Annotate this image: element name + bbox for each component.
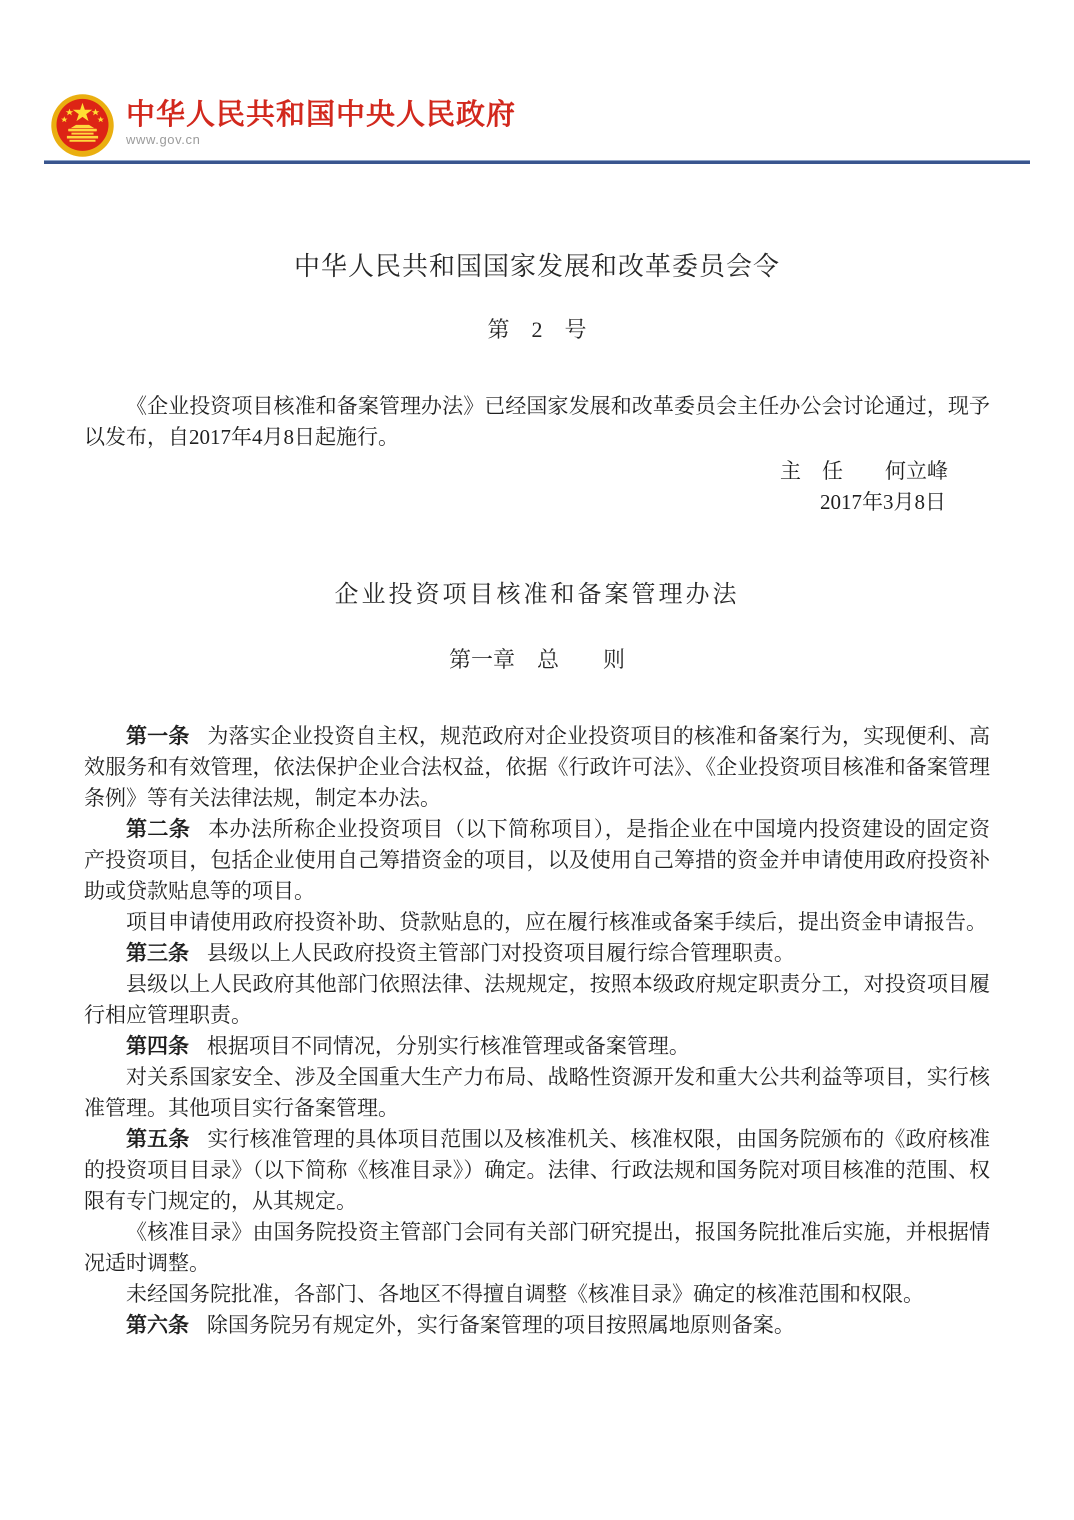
article-text: 县级以上人民政府投资主管部门对投资项目履行综合管理职责。 bbox=[206, 941, 795, 965]
article-text: 项目申请使用政府投资补助、贷款贴息的，应在履行核准或备案手续后，提出资金申请报告。 bbox=[126, 910, 987, 934]
site-title: 中华人民共和国中央人民政府 bbox=[126, 99, 517, 131]
article-number: 第四条 bbox=[126, 1035, 189, 1058]
gov-brand-link[interactable] bbox=[50, 93, 1030, 158]
article-text: 为落实企业投资自主权，规范政府对企业投资项目的核准和备案行为，实现便利、高效服务和有效管理，依法保护企业合法权益，依据《行政许可法》、《企业投资项目核准和备案管理条例》等有关法律法规，制定本办法。 bbox=[84, 724, 991, 810]
article-paragraph bbox=[84, 1310, 990, 1341]
article-paragraph bbox=[84, 969, 990, 1031]
decree-title: 中华人民共和国国家发展和改革委员会令 bbox=[293, 252, 780, 281]
article-number: 第二条 bbox=[126, 818, 191, 841]
article-number: 第五条 bbox=[126, 1128, 190, 1151]
site-url: www.gov.cn bbox=[126, 132, 201, 147]
article-paragraph bbox=[84, 938, 990, 969]
china-national-emblem-icon bbox=[50, 93, 115, 158]
article-paragraph bbox=[84, 1062, 990, 1124]
header-divider bbox=[44, 160, 1030, 164]
site-header bbox=[0, 0, 1074, 164]
decree-intro-paragraph: 《企业投资项目核准和备案管理办法》已经国家发展和改革委员会主任办公会讨论通过，现予以发布，自2017年4月8日起施行。 bbox=[84, 394, 990, 449]
article-text: 根据项目不同情况，分别实行核准管理或备案管理。 bbox=[206, 1034, 690, 1058]
article-text: 县级以上人民政府其他部门依照法律、法规规定，按照本级政府规定职责分工，对投资项目履行相应管理职责。 bbox=[84, 972, 990, 1027]
article-text: 未经国务院批准，各部门、各地区不得擅自调整《核准目录》确定的核准范围和权限。 bbox=[126, 1282, 924, 1306]
articles-section bbox=[84, 721, 990, 1341]
article-paragraph bbox=[84, 814, 990, 907]
document bbox=[84, 252, 990, 1341]
article-paragraph bbox=[84, 1031, 990, 1062]
regulation-title: 企业投资项目核准和备案管理办法 bbox=[334, 582, 740, 608]
article-text: 实行核准管理的具体项目范围以及核准机关、核准权限，由国务院颁布的《政府核准的投资项目目录》（以下简称《核准目录》）确定。法律、行政法规和国务院对项目核准的范围、权限有专门规定的，从其规定。 bbox=[84, 1127, 991, 1213]
article-text: 对关系国家安全、涉及全国重大生产力布局、战略性资源开发和重大公共利益等项目，实行核准管理。其他项目实行备案管理。 bbox=[84, 1065, 990, 1120]
chapter-heading: 第一章 总 则 bbox=[448, 647, 625, 672]
signature-line: 主 任 何立峰 bbox=[780, 459, 948, 483]
article-text: 除国务院另有规定外，实行备案管理的项目按照属地原则备案。 bbox=[206, 1313, 795, 1337]
article-paragraph bbox=[84, 1279, 990, 1310]
brand-text bbox=[126, 93, 516, 147]
article-number: 第一条 bbox=[126, 725, 190, 748]
article-text: 本办法所称企业投资项目（以下简称项目），是指企业在中国境内投资建设的固定资产投资项目，包括企业使用自己筹措资金的项目，以及使用自己筹措的资金并申请使用政府投资补助或贷款贴息等的项目。 bbox=[84, 817, 990, 903]
article-paragraph bbox=[84, 1217, 990, 1279]
article-paragraph bbox=[84, 721, 990, 814]
decree-number: 第 2 号 bbox=[487, 317, 587, 342]
article-text: 《核准目录》由国务院投资主管部门会同有关部门研究提出，报国务院批准后实施，并根据情况适时调整。 bbox=[84, 1220, 990, 1275]
article-paragraph bbox=[84, 1124, 990, 1217]
article-number: 第六条 bbox=[126, 1314, 189, 1337]
article-paragraph bbox=[84, 907, 990, 938]
article-number: 第三条 bbox=[126, 942, 189, 965]
signature-date: 2017年3月8日 bbox=[820, 490, 946, 514]
